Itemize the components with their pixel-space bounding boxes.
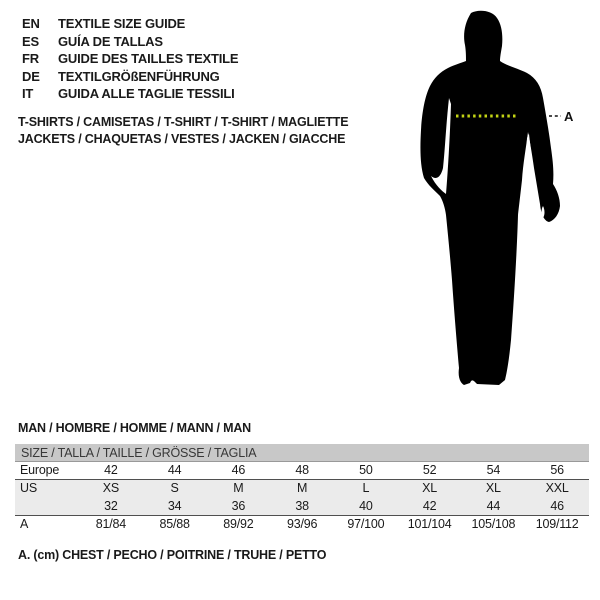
language-guide-title: GUIDE DES TAILLES TEXTILE xyxy=(58,51,239,66)
size-value-cell: 105/108 xyxy=(471,517,516,531)
language-code: EN xyxy=(22,16,40,31)
table-row xyxy=(15,498,589,516)
size-table xyxy=(15,444,589,534)
size-value-cell: 50 xyxy=(359,463,373,477)
size-value-cell: 40 xyxy=(359,499,373,513)
measure-label-a: A xyxy=(564,109,574,124)
language-guide-item xyxy=(22,33,238,51)
language-guide-title: GUÍA DE TALLAS xyxy=(58,33,163,49)
size-value-cell: 46 xyxy=(550,499,564,513)
category-line-tshirts: T-SHIRTS / CAMISETAS / T-SHIRT / T-SHIRT / MAGLIETTE xyxy=(18,115,349,129)
row-label: Europe xyxy=(20,463,60,477)
size-value-cell: XL xyxy=(422,481,438,495)
size-value-cell: 89/92 xyxy=(223,517,254,531)
size-value-cell: 42 xyxy=(422,499,437,513)
row-label xyxy=(15,498,79,515)
table-row xyxy=(15,462,589,480)
row-label: A xyxy=(20,517,29,531)
size-value-cell: 44 xyxy=(486,499,501,513)
size-value-cell: 56 xyxy=(550,463,564,477)
size-value-cell: S xyxy=(170,481,179,495)
size-value-cell: XXL xyxy=(545,481,569,495)
language-guide-item xyxy=(22,85,238,103)
size-value-cell: 52 xyxy=(422,463,437,477)
size-value-cell: XS xyxy=(102,481,120,495)
size-value-cell: 97/100 xyxy=(347,517,385,531)
language-code: ES xyxy=(22,33,39,49)
language-code: DE xyxy=(22,68,40,84)
size-value-cell: M xyxy=(297,481,308,495)
size-value-cell: 42 xyxy=(104,463,118,477)
size-table-body xyxy=(15,462,589,534)
table-row xyxy=(15,480,589,498)
language-guide-item xyxy=(22,50,238,68)
size-value-cell: 32 xyxy=(104,499,118,513)
size-value-cell: 54 xyxy=(486,463,501,477)
size-value-cell: XL xyxy=(485,481,501,495)
category-line-jackets: JACKETS / CHAQUETAS / VESTES / JACKEN / GIACCHE xyxy=(18,132,346,147)
row-label: US xyxy=(20,481,37,495)
language-code: FR xyxy=(22,51,39,66)
size-value-cell: M xyxy=(233,481,244,495)
category-lines xyxy=(18,114,348,149)
man-silhouette xyxy=(420,11,560,385)
language-guide-title: TEXTILGRÖßENFÜHRUNG xyxy=(58,68,220,84)
size-value-cell: 46 xyxy=(231,463,246,477)
language-guide-title: TEXTILE SIZE GUIDE xyxy=(58,16,186,31)
size-value-cell: 36 xyxy=(231,499,246,513)
language-guide-title: GUIDA ALLE TAGLIE TESSILI xyxy=(58,86,235,101)
size-value-cell: 34 xyxy=(167,499,182,513)
size-value-cell: 44 xyxy=(167,463,182,477)
table-row xyxy=(15,516,589,534)
language-guide-list xyxy=(22,15,238,103)
size-value-cell: L xyxy=(362,481,370,495)
language-guide-item xyxy=(22,15,238,33)
size-value-cell: 93/96 xyxy=(286,517,318,531)
size-value-cell: 81/84 xyxy=(95,517,127,531)
size-value-cell: 101/104 xyxy=(407,517,452,531)
size-value-cell: 38 xyxy=(295,499,309,513)
size-table-header: SIZE / TALLA / TAILLE / GRÖSSE / TAGLIA xyxy=(15,444,589,462)
language-code: IT xyxy=(22,86,34,101)
size-value-cell: 109/112 xyxy=(535,517,579,531)
measurement-footnote: A. (cm) CHEST / PECHO / POITRINE / TRUHE / PETTO xyxy=(18,548,327,562)
section-title: MAN / HOMBRE / HOMME / MANN / MAN xyxy=(18,421,251,435)
size-value-cell: 48 xyxy=(295,463,309,477)
size-value-cell: 85/88 xyxy=(159,517,190,531)
man-silhouette-figure xyxy=(415,5,600,395)
language-guide-item xyxy=(22,68,238,86)
